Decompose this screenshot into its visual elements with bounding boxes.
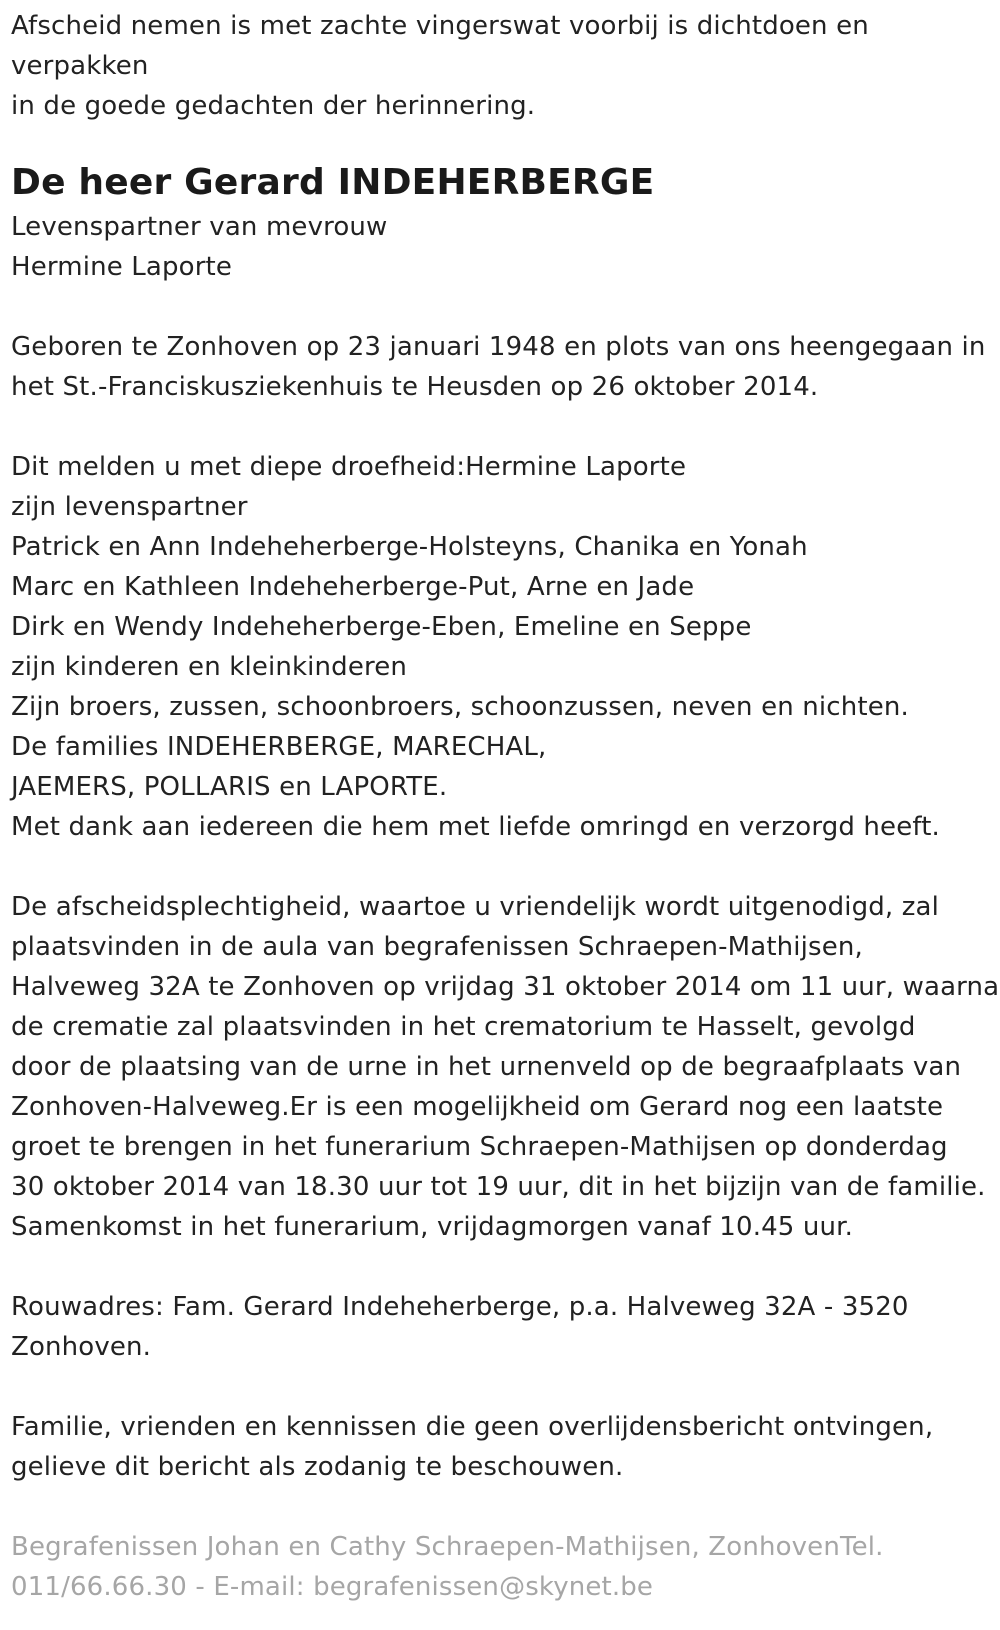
announcer-line: zijn levenspartner — [11, 492, 248, 522]
announcer-line: Marc en Kathleen Indeheherberge-Put, Arne en Jade — [11, 572, 695, 602]
announcer-line: Dirk en Wendy Indeheherberge-Eben, Emeline en Seppe — [11, 612, 752, 642]
intro-line: verpakken — [11, 51, 149, 81]
ceremony-line: plaatsvinden in de aula van begrafenissen Schraepen-Mathijsen, — [11, 932, 863, 962]
announcer-line: Zijn broers, zussen, schoonbroers, schoonzussen, neven en nichten. — [11, 692, 909, 722]
birth-death-line: Geboren te Zonhoven op 23 januari 1948 en plots van ons heengegaan in — [11, 332, 986, 362]
partner-name: Hermine Laporte — [11, 252, 233, 282]
intro-line: in de goede gedachten der herinnering. — [11, 91, 536, 121]
announcers-list — [11, 447, 976, 847]
announcer-line: De families INDEHERBERGE, MARECHAL, — [11, 732, 547, 762]
ceremony-line: groet te brengen in het funerarium Schraepen-Mathijsen op donderdag — [11, 1132, 948, 1162]
address-line: Rouwadres: Fam. Gerard Indeheherberge, p.a. Halveweg 32A - 3520 — [11, 1292, 909, 1322]
ceremony-line: Zonhoven-Halveweg.Er is een mogelijkheid om Gerard nog een laatste — [11, 1092, 944, 1122]
birth-death-line: het St.-Franciskusziekenhuis te Heusden op 26 oktober 2014. — [11, 372, 819, 402]
intro-verse — [11, 6, 976, 126]
notice-line: Familie, vrienden en kennissen die geen overlijdensbericht ontvingen, — [11, 1412, 934, 1442]
partner-relation: Levenspartner van mevrouw — [11, 212, 388, 242]
announcer-line: Patrick en Ann Indeheherberge-Holsteyns, Chanika en Yonah — [11, 532, 808, 562]
address-line: Zonhoven. — [11, 1332, 152, 1362]
ceremony-line: 30 oktober 2014 van 18.30 uur tot 19 uur, dit in het bijzijn van de familie. — [11, 1172, 986, 1202]
ceremony-line: door de plaatsing van de urne in het urnenveld op de begraafplaats van — [11, 1052, 962, 1082]
deceased-name: De heer Gerard INDEHERBERGE — [11, 162, 655, 203]
birth-death-info — [11, 327, 986, 407]
mourning-address — [11, 1287, 976, 1367]
ceremony-line: de crematie zal plaatsvinden in het crematorium te Hasselt, gevolgd — [11, 1012, 916, 1042]
announcer-line: Dit melden u met diepe droefheid:Hermine Laporte — [11, 452, 687, 482]
footer-line: Begrafenissen Johan en Cathy Schraepen-Mathijsen, ZonhovenTel. — [11, 1532, 884, 1562]
ceremony-line: Halveweg 32A te Zonhoven op vrijdag 31 oktober 2014 om 11 uur, waarna — [11, 972, 1000, 1002]
ceremony-info — [11, 887, 1000, 1247]
notice-line: gelieve dit bericht als zodanig te beschouwen. — [11, 1452, 624, 1482]
announcer-line: zijn kinderen en kleinkinderen — [11, 652, 408, 682]
announcer-line: JAEMERS, POLLARIS en LAPORTE. — [11, 772, 448, 802]
partner-info — [11, 207, 976, 287]
funeral-home-footer — [11, 1527, 976, 1607]
intro-line: Afscheid nemen is met zachte vingerswat voorbij is dichtdoen en — [11, 11, 869, 41]
ceremony-line: De afscheidsplechtigheid, waartoe u vriendelijk wordt uitgenodigd, zal — [11, 892, 940, 922]
ceremony-line: Samenkomst in het funerarium, vrijdagmorgen vanaf 10.45 uur. — [11, 1212, 854, 1242]
announcer-line: Met dank aan iedereen die hem met liefde omringd en verzorgd heeft. — [11, 812, 940, 842]
notice — [11, 1407, 976, 1487]
footer-contact: 011/66.66.30 - E-mail: begrafenissen@skynet.be — [11, 1572, 654, 1602]
